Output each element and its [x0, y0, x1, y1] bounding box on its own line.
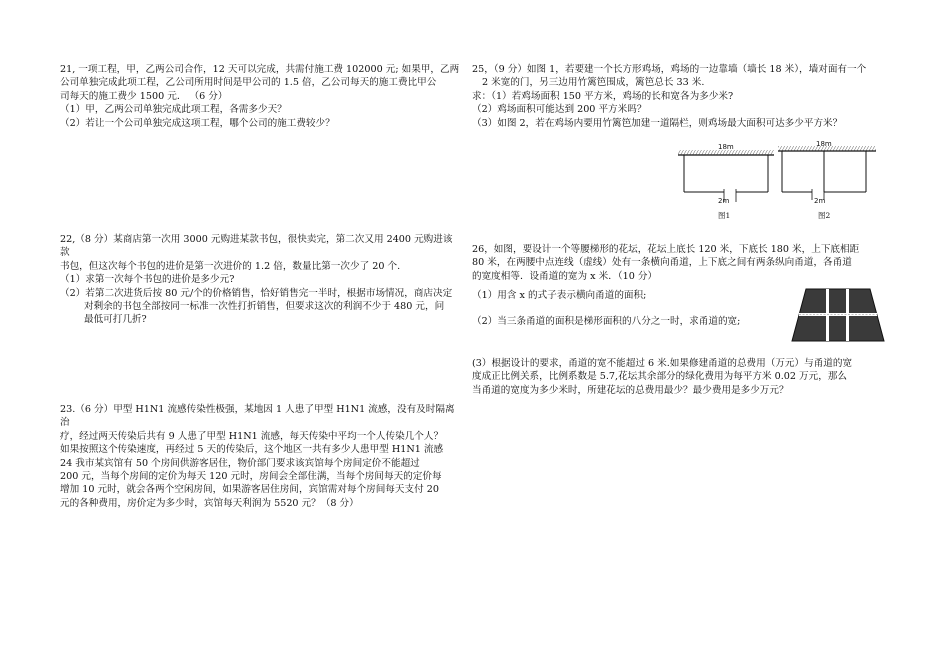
- q23-line-2: 疗，经过两天传染后共有 9 人患了甲型 H1N1 流感，每天传染中平均一个人传染几个人？: [60, 430, 444, 442]
- q21-sub-2: （2）若让一个公司单独完成这项工程，哪个公司的施工费较少？: [60, 117, 335, 129]
- q22-sub-2-cont-1: 对剩余的书包全部按同一标准一次性打折销售，但要求这次的利润不少于 480 元，问: [84, 301, 445, 313]
- q24-line-4: 元的各种费用，房价定为多少时，宾馆每天利润为 5520 元？（8 分）: [60, 497, 359, 509]
- q26-line-3: 的宽度相等．设甬道的宽为 x 米．（10 分）: [472, 270, 658, 282]
- q26-line-2: 80 米，在两腰中点连线（虚线）处有一条横向甬道，上下底之间有两条纵向甬道，各甬道: [472, 257, 852, 269]
- q25-line-3: 求：（1）若鸡场面积 150 平方米，鸡场的长和宽各为多少米?: [472, 90, 734, 102]
- q24-line-2: 200 元，当每个房间的定价为每天 120 元时，房间会全部住满，当每个房间每天的定价每: [60, 471, 442, 483]
- door-width-label: 2m: [718, 197, 730, 205]
- question-21: [60, 63, 460, 130]
- question-23-24: [60, 403, 460, 510]
- q22-sub-1: （1）求第一次每个书包的进价是多少元?: [60, 274, 235, 286]
- q22-sub-2: （2）若第二次进货后按 80 元/个的价格销售，恰好销售完一半时，根据市场情况，商店决定: [60, 287, 453, 299]
- q22-sub-2-cont-2: 最低可打几折?: [84, 314, 147, 326]
- q23-line-1: 23.（6 分）甲型 H1N1 流感传染性极强，某地因 1 人患了甲型 H1N1 流感，没有及时隔离治: [60, 404, 455, 429]
- q21-sub-1: （1）甲，乙两公司单独完成此项工程，各需多少天？: [60, 104, 287, 116]
- figure-1-caption: 图1: [718, 211, 731, 220]
- q22-line-2: 书包，但这次每个书包的进价是第一次进价的 1.2 倍，数量比第一次少了 20 个.: [60, 260, 401, 272]
- chicken-coop-figure-2: [776, 140, 880, 222]
- q23-line-3: 如果按照这个传染速度，再经过 5 天的传染后，这个地区一共有多少人患甲型 H1N1 流感: [60, 444, 444, 456]
- q21-line-2: 公司单独完成此项工程，乙公司所用时间是甲公司的 1.5 倍，乙公司每天的施工费比甲公: [60, 77, 437, 89]
- question-25: [472, 63, 892, 130]
- trapezoid-flower-bed-figure: [788, 285, 892, 345]
- question-26: [472, 243, 892, 283]
- q25-line-1: 25，（9 分）如图 1，若要建一个长方形鸡场，鸡场的一边靠墙（墙长 18 米），墙对面有一个: [472, 64, 867, 75]
- q25-line-2: 2 米宽的门，另三边用竹篱笆围成，篱笆总长 33 米.: [482, 77, 705, 89]
- chicken-coop-figure-1: [674, 140, 778, 222]
- q24-line-3: 增加 10 元时，就会各两个空闲房间，如果游客居住房间，宾馆需对每个房间每天支付 20: [60, 484, 439, 496]
- q26-sub-3-line-3: 当甬道的宽度为多少米时，所建花坛的总费用最少？最少费用是多少万元？: [472, 384, 789, 396]
- q26-sub-3-line-1: (3）根据设计的要求，甬道的宽不能超过 6 米.如果修建甬道的总费用（万元）与甬道的宽: [472, 358, 853, 369]
- q21-line-1: 21, 一项工程，甲，乙两公司合作，12 天可以完成，共需付施工费 102000 元; 如果甲，乙两: [60, 64, 460, 75]
- door-width-label: 2m: [814, 197, 826, 205]
- q25-sub-2: （2）鸡场面积可能达到 200 平方米吗？: [472, 104, 647, 116]
- question-22: [60, 233, 460, 327]
- q26-sub-3-line-2: 度成正比例关系，比例系数是 5.7,花坛其余部分的绿化费用为每平方米 0.02 万元，那么: [472, 371, 848, 383]
- figure-2-caption: 图2: [818, 211, 831, 220]
- q26-line-1: 26，如图，要设计一个等腰梯形的花坛，花坛上底长 120 米，下底长 180 米，上下底相距: [472, 244, 860, 255]
- q26-sub-2: （2）当三条甬道的面积是梯形面积的八分之一时，求甬道的宽;: [472, 316, 741, 327]
- question-26-part-3: [472, 357, 892, 397]
- wall-length-label: 18m: [816, 140, 832, 148]
- q22-line-1: 22,（8 分）某商店第一次用 3000 元购进某款书包，很快卖完，第二次又用 2400 元购进该款: [60, 234, 453, 259]
- q26-sub-1: （1）用含 x 的式子表示横向甬道的面积;: [472, 290, 647, 301]
- q25-sub-3: （3）如图 2，若在鸡场内要用竹篱笆加建一道隔栏，则鸡场最大面积可达多少平方米？: [472, 117, 843, 129]
- q21-line-3: 司每天的施工费少 1500 元． （6 分）: [60, 90, 228, 102]
- wall-length-label: 18m: [718, 143, 734, 151]
- q24-line-1: 24 我市某宾馆有 50 个房间供游客居住，物价部门要求该宾馆每个房间定价不能超过: [60, 457, 420, 469]
